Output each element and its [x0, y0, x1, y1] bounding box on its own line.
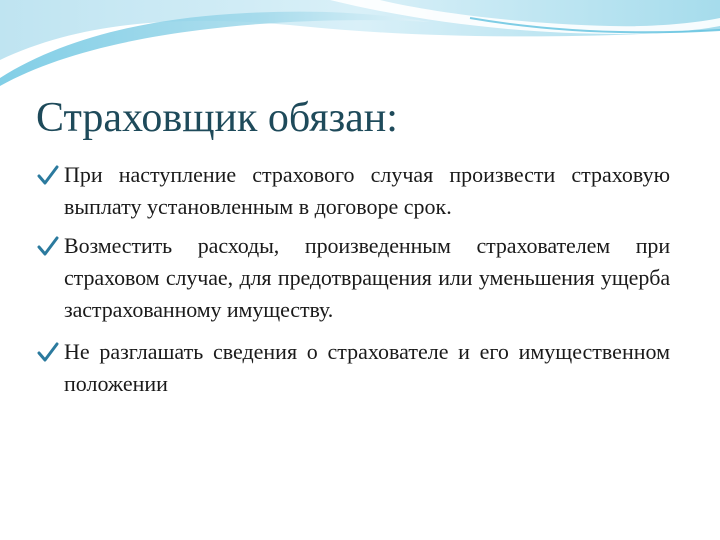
list-item — [36, 159, 670, 223]
checkmark-icon — [36, 159, 60, 191]
bullet-text: Возместить расходы, произведенным страхователем при страховом случае, для предотвращения или уменьшения ущерба застрахованному имуществу. — [64, 233, 670, 322]
slide-title: Страховщик обязан: — [36, 95, 398, 141]
checkmark-icon — [36, 336, 60, 368]
header-wave-decoration — [0, 0, 720, 90]
bullet-text: При наступление страхового случая произвести страховую выплату установленным в договоре срок. — [64, 162, 670, 219]
list-item — [36, 336, 670, 400]
bullet-text: Не разглашать сведения о страхователе и его имущественном положении — [64, 339, 670, 396]
checkmark-icon — [36, 230, 60, 262]
list-item — [36, 230, 670, 326]
bullet-list — [36, 159, 670, 407]
